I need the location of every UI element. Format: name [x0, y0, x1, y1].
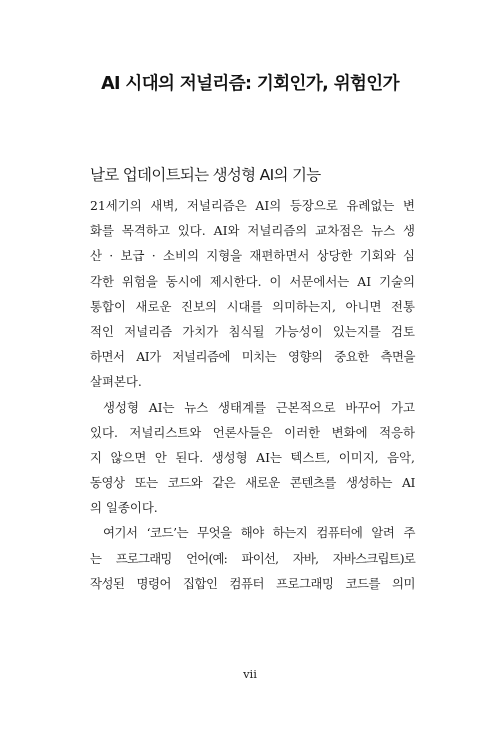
text-line: 작성된 명령어 집합인 컴퓨터 프로그래밍 코드를 의미: [90, 575, 415, 591]
body-text: [90, 193, 415, 596]
text-line: 21세기의 새벽, 저널리즘은 AI의 등장으로 유례없는 변: [90, 198, 415, 213]
section-heading: 날로 업데이트되는 생성형 AI의 기능: [90, 166, 321, 184]
text-line: 의 일종이다.: [90, 500, 158, 516]
text-line: 하면서 AI가 저널리즘에 미치는 영향의 중요한 측면을: [90, 349, 415, 365]
text-line: 생성형 AI는 뉴스 생태계를 근본적으로 바꾸어 가고: [103, 399, 415, 415]
text-line: 산 · 보급 · 소비의 지형을 재편하면서 상당한 기회와 심: [90, 248, 415, 264]
page-number: vii: [243, 667, 257, 681]
book-title: AI 시대의 저널리즘: 기회인가, 위험인가: [101, 74, 399, 94]
text-line: 는 프로그래밍 언어(예: 파이선, 자바, 자바스크립트)로: [90, 550, 415, 566]
paragraph-2: [90, 395, 415, 521]
text-line: 화를 목격하고 있다. AI와 저널리즘의 교차점은 뉴스 생: [90, 223, 415, 239]
text-line: 동영상 또는 코드와 같은 새로운 콘텐츠를 생성하는 AI: [90, 475, 415, 491]
text-line: 각한 위험을 동시에 제시한다. 이 서문에서는 AI 기술의: [90, 273, 415, 289]
text-line: 지 않으면 안 된다. 생성형 AI는 텍스트, 이미지, 음악,: [90, 449, 415, 465]
text-line: 있다. 저널리스트와 언론사들은 이러한 변화에 적응하: [90, 424, 415, 440]
text-line: 적인 저널리즘 가치가 침식될 가능성이 있는지를 검토: [90, 323, 415, 339]
paragraph-3: [90, 520, 415, 596]
text-line: 통합이 새로운 진보의 시대를 의미하는지, 아니면 전통: [90, 298, 415, 314]
text-line: 살펴본다.: [90, 374, 142, 390]
paragraph-1: [90, 193, 415, 395]
text-line: 여기서 ‘코드’는 무엇을 해야 하는지 컴퓨터에 알려 주: [103, 525, 415, 541]
